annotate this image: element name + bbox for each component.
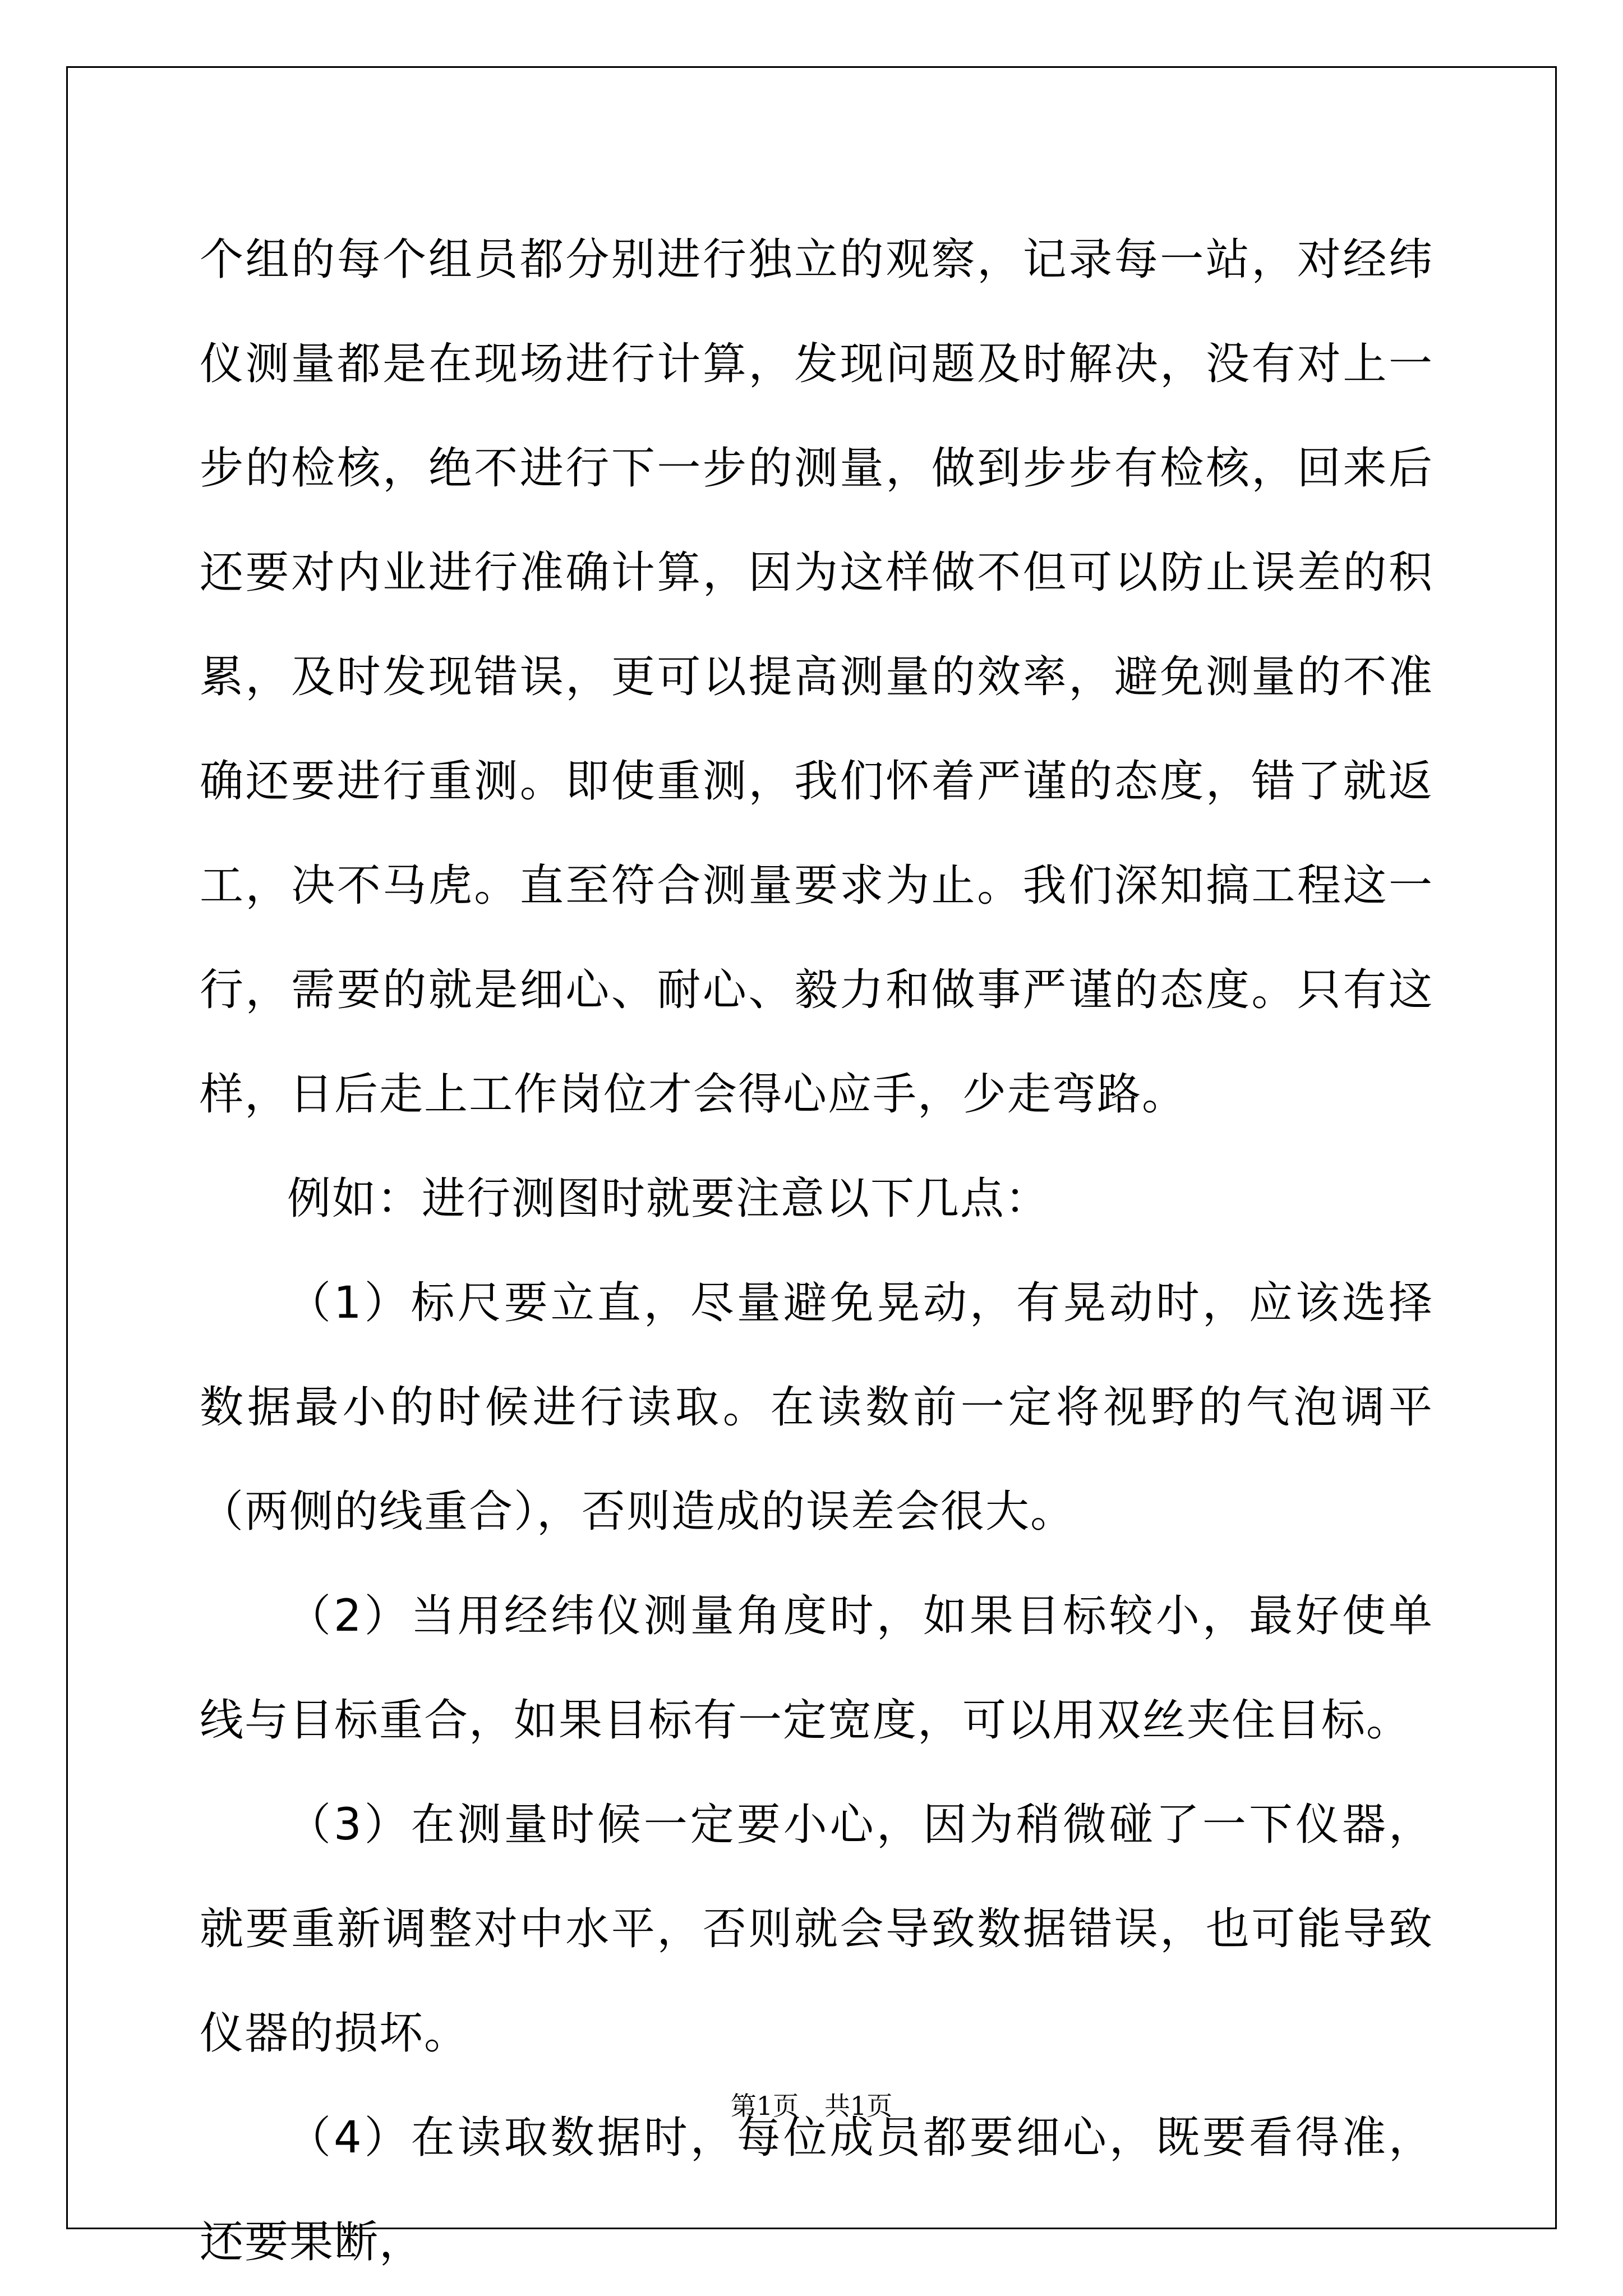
paragraph-1: 个组的每个组员都分别进行独立的观察，记录每一站，对经纬仪测量都是在现场进行计算，发现问题及时解决，没有对上一步的检核，绝不进行下一步的测量，做到步步有检核，回来后还要对内业进行准确计算，因为这样做不但可以防止误差的积累，及时发现错误，更可以提高测量的效率，避免测量的不准确还要进行重测。即使重测，我们怀着严谨的态度，错了就返工，决不马虎。直至符合测量要求为止。我们深知搞工程这一行，需要的就是细心、耐心、毅力和做事严谨的态度。只有这样，日后走上工作岗位才会得心应手，少走弯路。	[200, 234, 1433, 1120]
page-footer: 第1页 共1页	[730, 2091, 893, 2121]
paragraph-2: 例如：进行测图时就要注意以下几点：	[287, 1174, 1050, 1224]
document-body	[200, 208, 1433, 2294]
paragraph-5: （3）在测量时候一定要小心，因为稍微碰了一下仪器，就要重新调整对中水平，否则就会导致数据错误，也可能导致仪器的损坏。	[200, 1800, 1433, 2059]
paragraph-4: （2）当用经纬仪测量角度时，如果目标较小，最好使单线与目标重合，如果目标有一定宽度，可以用双丝夹住目标。	[200, 1591, 1433, 1746]
paragraph-3: （1）标尺要立直，尽量避免晃动，有晃动时，应该选择数据最小的时候进行读取。在读数前一定将视野的气泡调平（两侧的线重合），否则造成的误差会很大。	[200, 1278, 1433, 1537]
paragraph-6: （4）在读取数据时，每位成员都要细心，既要看得准，还要果断，	[200, 2113, 1433, 2267]
